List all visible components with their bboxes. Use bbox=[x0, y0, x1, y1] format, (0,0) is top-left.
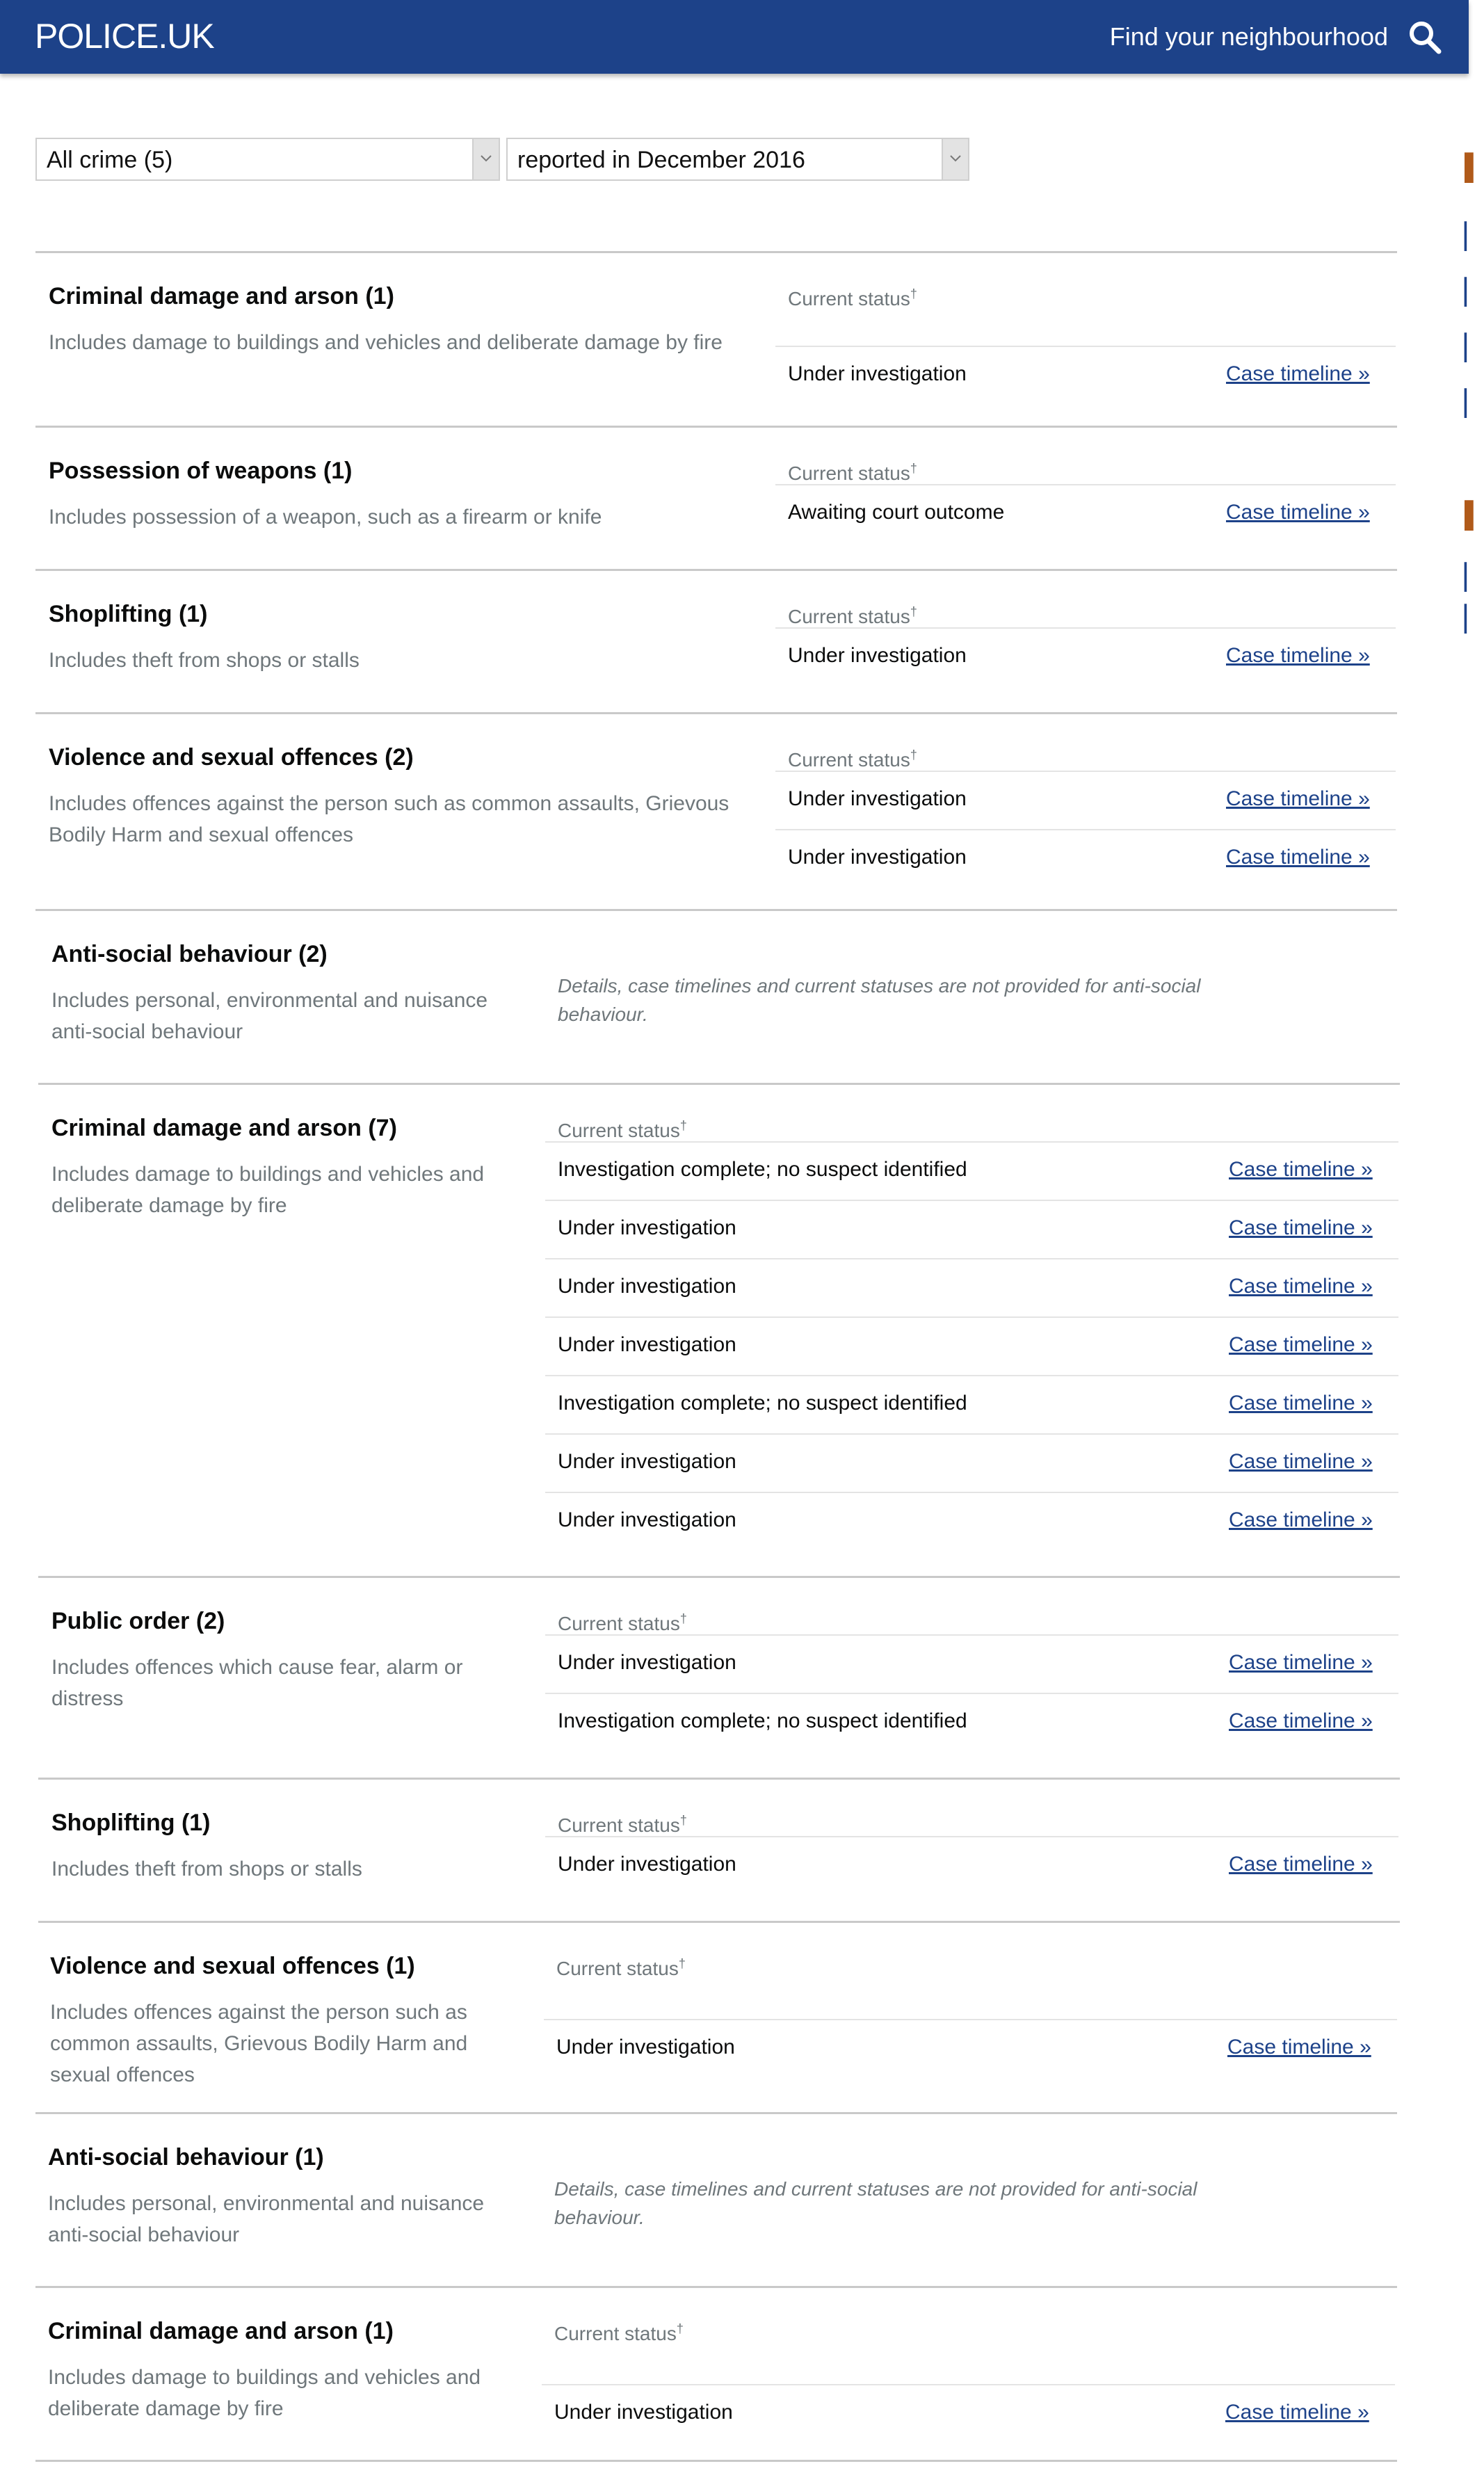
status-value: Under investigation bbox=[558, 1216, 736, 1239]
period-select-arrow[interactable] bbox=[942, 139, 968, 179]
status-value: Under investigation bbox=[556, 2036, 735, 2059]
crime-type-select-value: All crime (5) bbox=[47, 147, 173, 173]
status-row-divider bbox=[545, 1258, 1398, 1259]
case-timeline-link[interactable]: Case timeline » bbox=[1227, 2036, 1371, 2059]
status-value: Under investigation bbox=[788, 362, 967, 385]
status-value: Under investigation bbox=[558, 1450, 736, 1473]
section-title: Criminal damage and arson (1) bbox=[48, 2318, 394, 2344]
current-status-label: Current status bbox=[788, 288, 910, 309]
status-value: Under investigation bbox=[788, 644, 967, 667]
section-description: Includes personal, environmental and nuisance anti-social behaviour bbox=[51, 989, 488, 1043]
status-row-divider bbox=[775, 346, 1396, 347]
current-status-heading bbox=[788, 604, 917, 629]
section-title: Shoplifting (1) bbox=[51, 1810, 211, 1836]
status-value: Investigation complete; no suspect identified bbox=[558, 1392, 967, 1415]
current-status-heading bbox=[788, 748, 917, 773]
case-timeline-link[interactable]: Case timeline » bbox=[1226, 846, 1370, 869]
section-title: Criminal damage and arson (1) bbox=[49, 283, 394, 309]
section-description: Includes offences against the person such as common assaults, Grievous Bodily Harm and sexual offences bbox=[49, 792, 729, 846]
section-title: Possession of weapons (1) bbox=[49, 458, 353, 484]
current-status-label: Current status bbox=[558, 1120, 680, 1141]
section-divider bbox=[35, 426, 1397, 428]
status-row-divider bbox=[775, 829, 1396, 830]
asb-details-note: Details, case timelines and current statuses are not provided for anti-social behaviour. bbox=[554, 2178, 1197, 2228]
case-timeline-link[interactable]: Case timeline » bbox=[1226, 644, 1370, 667]
section-title: Violence and sexual offences (2) bbox=[49, 744, 414, 771]
current-status-heading bbox=[788, 461, 917, 486]
section-divider bbox=[38, 1778, 1400, 1780]
current-status-label: Current status bbox=[556, 1958, 679, 1979]
footnote-dagger: † bbox=[910, 604, 917, 619]
status-row-divider bbox=[545, 1634, 1398, 1636]
status-value: Under investigation bbox=[788, 846, 967, 869]
section-divider bbox=[35, 2460, 1397, 2462]
crime-type-select-arrow[interactable] bbox=[472, 139, 499, 179]
current-status-label: Current status bbox=[558, 1613, 680, 1634]
footnote-dagger: † bbox=[679, 1813, 687, 1828]
section-title: Criminal damage and arson (7) bbox=[51, 1115, 397, 1141]
clipped-sidebar-fragment: ▏ bbox=[1465, 277, 1484, 306]
section-divider bbox=[35, 251, 1397, 253]
footnote-dagger: † bbox=[679, 1118, 687, 1133]
case-timeline-link[interactable]: Case timeline » bbox=[1229, 1508, 1373, 1531]
find-neighbourhood-link[interactable]: Find your neighbourhood bbox=[1109, 22, 1388, 51]
case-timeline-link[interactable]: Case timeline » bbox=[1229, 1216, 1373, 1239]
case-timeline-link[interactable]: Case timeline » bbox=[1229, 1853, 1373, 1876]
section-description: Includes offences which cause fear, alarm or distress bbox=[51, 1656, 463, 1710]
status-row-divider bbox=[545, 1141, 1398, 1143]
case-timeline-link[interactable]: Case timeline » bbox=[1225, 2401, 1369, 2424]
case-timeline-link[interactable]: Case timeline » bbox=[1229, 1275, 1373, 1298]
current-status-label: Current status bbox=[788, 606, 910, 627]
status-row-divider bbox=[545, 1316, 1398, 1318]
section-divider bbox=[38, 1921, 1400, 1923]
status-row-divider bbox=[775, 771, 1396, 772]
clipped-sidebar-fragment: ▏ bbox=[1465, 333, 1484, 362]
case-timeline-link[interactable]: Case timeline » bbox=[1229, 1709, 1373, 1732]
section-description: Includes damage to buildings and vehicles and deliberate damage by fire bbox=[49, 331, 723, 354]
section-title: Anti-social behaviour (1) bbox=[48, 2144, 324, 2170]
status-value: Investigation complete; no suspect identified bbox=[558, 1158, 967, 1181]
case-timeline-link[interactable]: Case timeline » bbox=[1229, 1392, 1373, 1415]
current-status-heading bbox=[558, 1611, 687, 1636]
clipped-sidebar-fragment: ▌ bbox=[1465, 152, 1483, 181]
section-divider bbox=[35, 909, 1397, 911]
section-description: Includes possession of a weapon, such as a firearm or knife bbox=[49, 506, 602, 529]
site-header bbox=[0, 0, 1469, 74]
case-timeline-link[interactable]: Case timeline » bbox=[1229, 1158, 1373, 1181]
site-logo[interactable]: POLICE.UK bbox=[35, 17, 214, 56]
current-status-label: Current status bbox=[558, 1814, 680, 1836]
section-title: Shoplifting (1) bbox=[49, 601, 208, 627]
section-divider bbox=[35, 712, 1397, 714]
period-select[interactable] bbox=[506, 138, 969, 181]
case-timeline-link[interactable]: Case timeline » bbox=[1229, 1333, 1373, 1356]
status-value: Investigation complete; no suspect identified bbox=[558, 1709, 967, 1732]
clipped-sidebar-fragment: ▏ bbox=[1465, 563, 1484, 591]
section-divider bbox=[35, 569, 1397, 571]
status-row-divider bbox=[542, 2384, 1395, 2385]
current-status-heading bbox=[554, 2321, 684, 2346]
case-timeline-link[interactable]: Case timeline » bbox=[1226, 787, 1370, 810]
footnote-dagger: † bbox=[679, 1611, 687, 1626]
current-status-heading bbox=[788, 287, 917, 312]
clipped-sidebar-fragment: ▏ bbox=[1465, 604, 1484, 633]
current-status-label: Current status bbox=[788, 462, 910, 484]
section-divider bbox=[35, 2286, 1397, 2288]
clipped-sidebar-fragment: ▏ bbox=[1465, 389, 1484, 417]
section-divider bbox=[35, 2112, 1397, 2114]
section-title: Anti-social behaviour (2) bbox=[51, 941, 328, 967]
section-divider bbox=[38, 1083, 1400, 1085]
status-value: Under investigation bbox=[554, 2401, 733, 2424]
status-row-divider bbox=[545, 1375, 1398, 1376]
current-status-heading bbox=[558, 1118, 687, 1143]
section-description: Includes theft from shops or stalls bbox=[51, 1858, 362, 1880]
current-status-label: Current status bbox=[554, 2323, 677, 2344]
current-status-heading bbox=[556, 1956, 686, 1981]
case-timeline-link[interactable]: Case timeline » bbox=[1226, 362, 1370, 385]
clipped-sidebar-fragment: ▏ bbox=[1465, 222, 1484, 250]
current-status-label: Current status bbox=[788, 749, 910, 771]
current-status-heading bbox=[558, 1813, 687, 1838]
footnote-dagger: † bbox=[910, 287, 917, 301]
section-description: Includes damage to buildings and vehicles and deliberate damage by fire bbox=[51, 1163, 485, 1217]
footnote-dagger: † bbox=[910, 461, 917, 476]
status-row-divider bbox=[775, 484, 1396, 485]
section-title: Violence and sexual offences (1) bbox=[50, 1953, 415, 1979]
clipped-sidebar-fragment: ▌ bbox=[1465, 500, 1483, 529]
footnote-dagger: † bbox=[678, 1956, 686, 1971]
chevron-down-icon bbox=[949, 154, 962, 163]
status-row-divider bbox=[545, 1693, 1398, 1694]
status-row-divider bbox=[545, 1433, 1398, 1435]
chevron-down-icon bbox=[480, 154, 492, 163]
case-timeline-link[interactable]: Case timeline » bbox=[1229, 1450, 1373, 1473]
section-description: Includes offences against the person such as common assaults, Grievous Bodily Harm and sexual offences bbox=[50, 2001, 468, 2086]
status-row-divider bbox=[545, 1200, 1398, 1201]
section-divider bbox=[38, 1576, 1400, 1578]
status-value: Under investigation bbox=[558, 1651, 736, 1674]
footnote-dagger: † bbox=[676, 2321, 684, 2336]
period-select-value: reported in December 2016 bbox=[517, 147, 805, 173]
footnote-dagger: † bbox=[910, 748, 917, 762]
status-value: Under investigation bbox=[788, 787, 967, 810]
status-row-divider bbox=[545, 1836, 1398, 1837]
search-icon[interactable] bbox=[1408, 19, 1442, 54]
case-timeline-link[interactable]: Case timeline » bbox=[1226, 501, 1370, 524]
crime-type-select[interactable] bbox=[35, 138, 500, 181]
case-timeline-link[interactable]: Case timeline » bbox=[1229, 1651, 1373, 1674]
status-value: Under investigation bbox=[558, 1508, 736, 1531]
status-row-divider bbox=[544, 2019, 1397, 2020]
status-value: Under investigation bbox=[558, 1853, 736, 1876]
section-description: Includes theft from shops or stalls bbox=[49, 649, 360, 672]
section-description: Includes personal, environmental and nuisance anti-social behaviour bbox=[48, 2192, 485, 2246]
status-row-divider bbox=[545, 1492, 1398, 1493]
section-description: Includes damage to buildings and vehicles and deliberate damage by fire bbox=[48, 2366, 481, 2420]
status-value: Under investigation bbox=[558, 1275, 736, 1298]
status-value: Under investigation bbox=[558, 1333, 736, 1356]
status-value: Awaiting court outcome bbox=[788, 501, 1005, 524]
asb-details-note: Details, case timelines and current statuses are not provided for anti-social behaviour. bbox=[558, 975, 1201, 1025]
section-title: Public order (2) bbox=[51, 1608, 225, 1634]
status-row-divider bbox=[775, 627, 1396, 629]
